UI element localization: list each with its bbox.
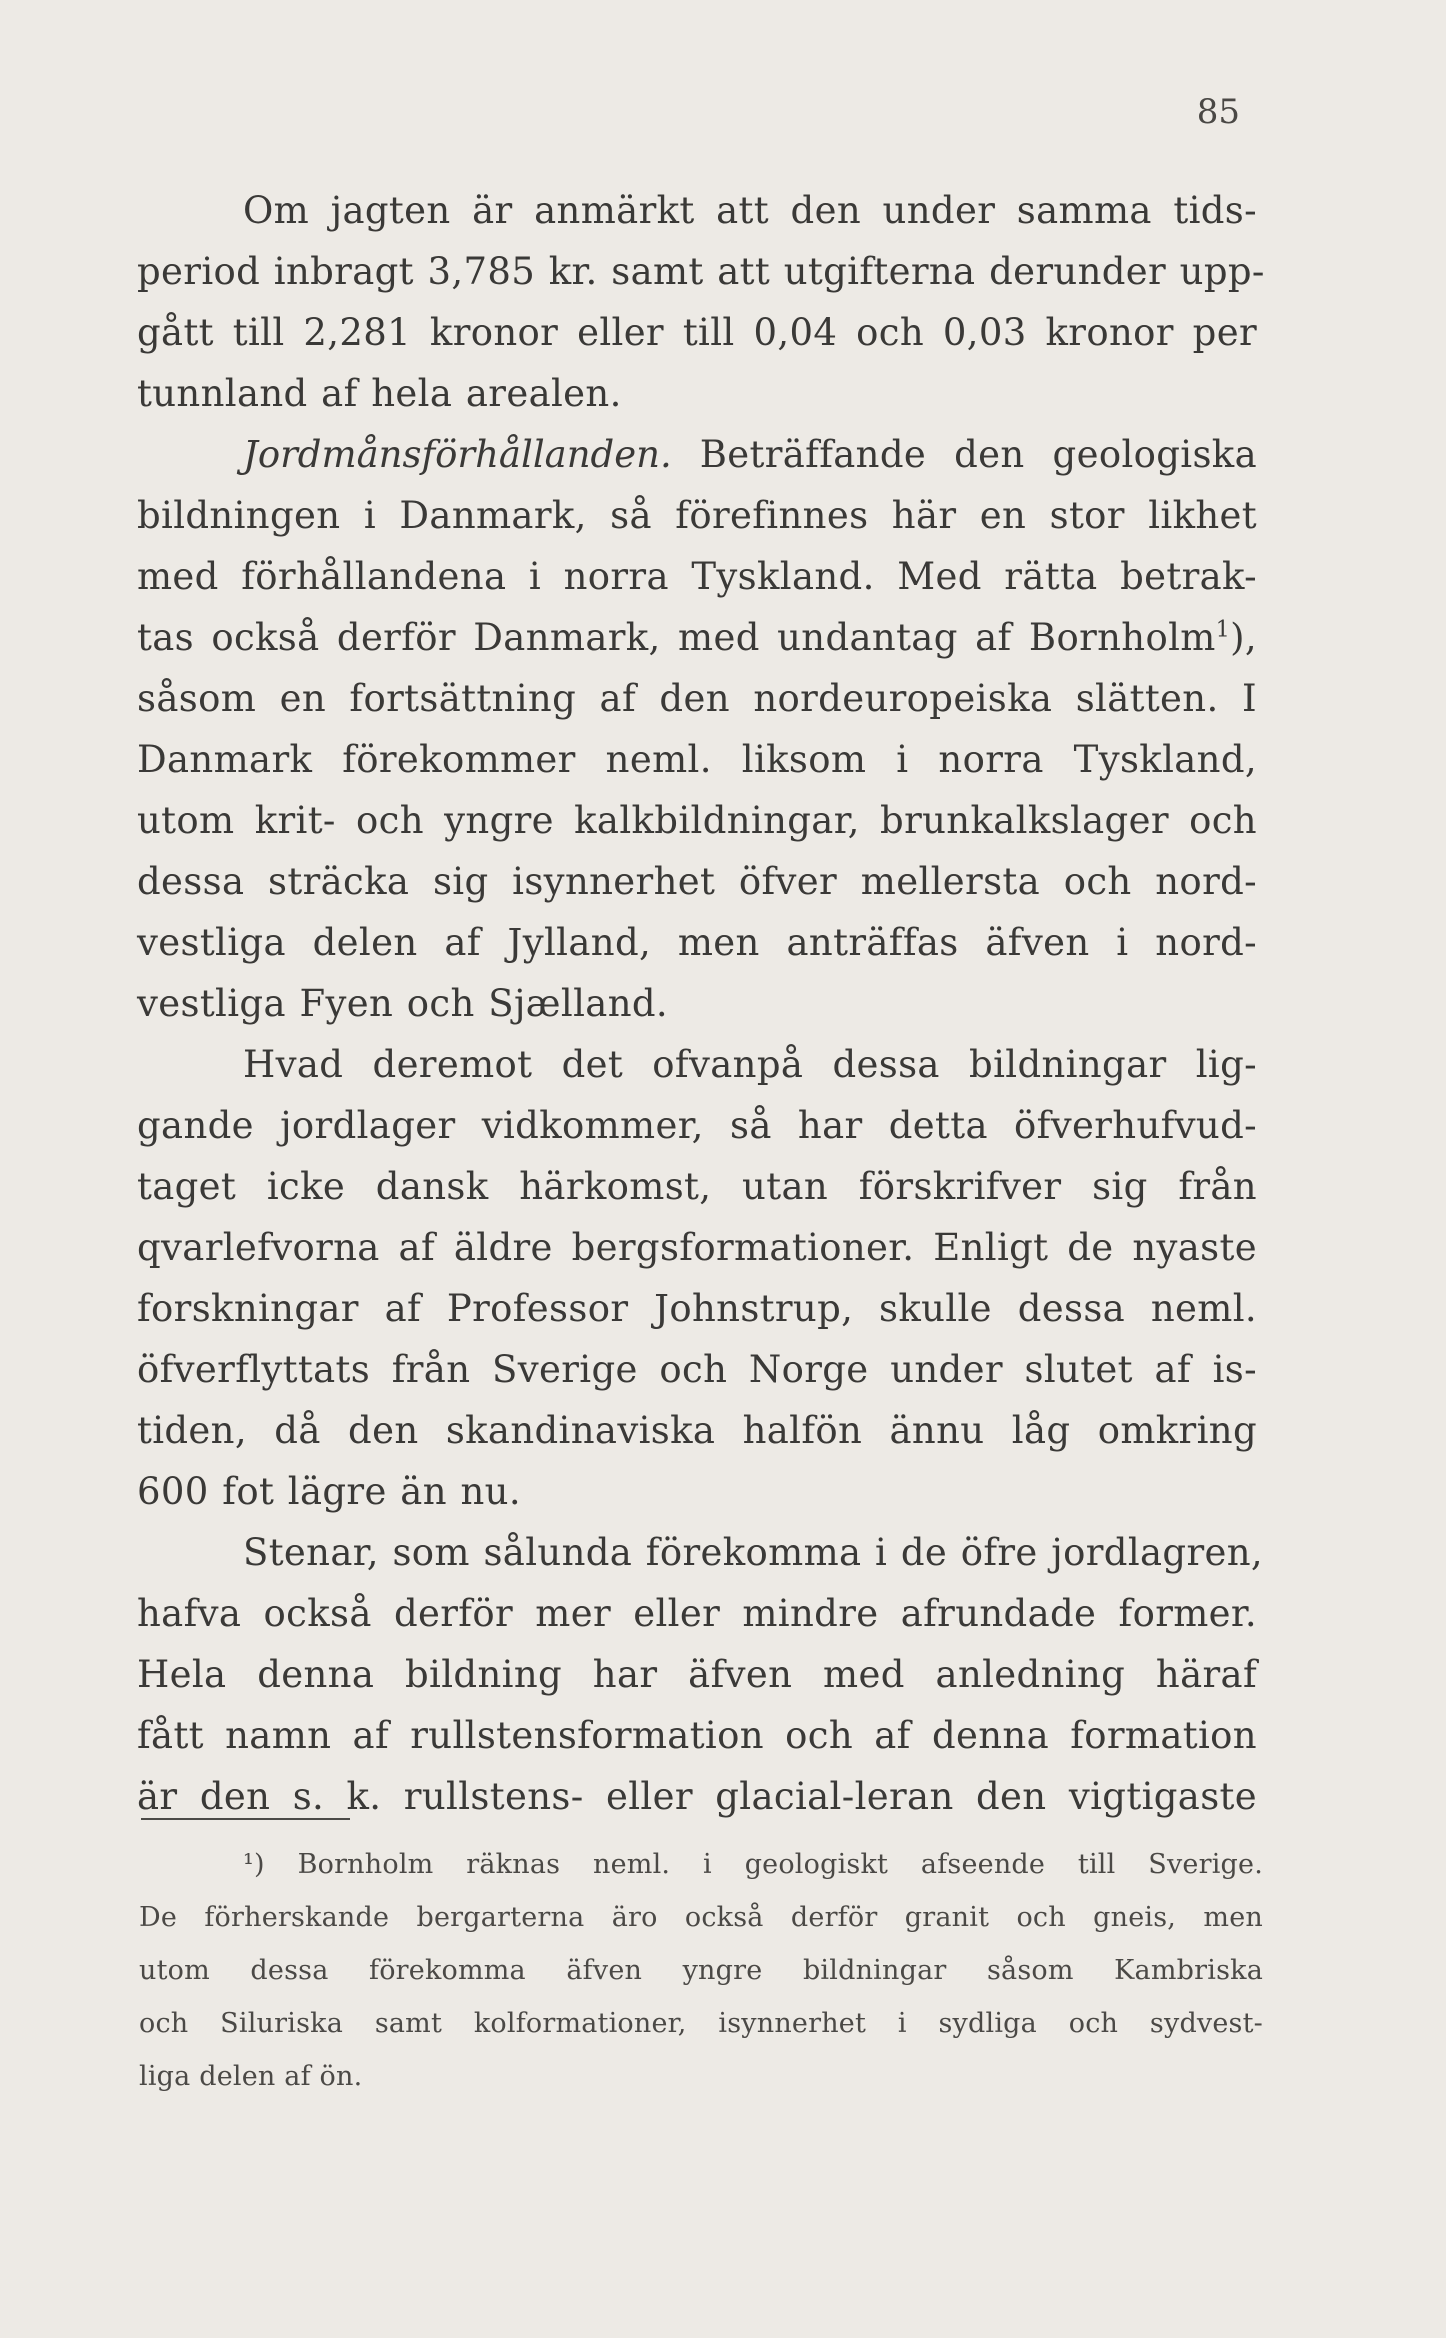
text-line: är den s. k. rullstens- eller glacial-leran den vigtigaste (137, 1775, 1257, 1818)
text-line: vestliga delen af Jylland, men anträffas äfven i nord- (137, 921, 1257, 964)
footnote-divider (141, 1818, 350, 1820)
text-line: period inbragt 3,785 kr. samt att utgifterna derunder upp- (137, 250, 1265, 293)
text-line: Hela denna bildning har äfven med anledning häraf (137, 1653, 1257, 1696)
section-heading-line (137, 424, 1257, 485)
footnote-line: De förherskande bergarterna äro också derför granit och gneis, men (139, 1902, 1263, 1933)
text-line: tiden, då den skandinaviska halfön ännu låg omkring (137, 1409, 1257, 1452)
text-line: med förhållandena i norra Tyskland. Med rätta betrak- (137, 555, 1257, 598)
text-fragment: ), (1230, 616, 1257, 659)
text-line: hafva också derför mer eller mindre afrundade former. (137, 1592, 1257, 1635)
text-line: Danmark förekommer neml. liksom i norra Tyskland, (137, 738, 1257, 781)
main-text (137, 180, 1265, 1827)
text-line: gande jordlager vidkommer, så har detta öfverhufvud- (137, 1104, 1257, 1147)
page-number: 85 (1196, 92, 1240, 132)
footnote-line: och Siluriska samt kolformationer, isynnerhet i sydliga och sydvest- (139, 2008, 1263, 2039)
footnote-line: utom dessa förekomma äfven yngre bildningar såsom Kambriska (139, 1955, 1263, 1986)
footnote-line: ¹) Bornholm räknas neml. i geologiskt afseende till Sverige. (243, 1849, 1263, 1880)
text-fragment: tas också derför Danmark, med undantag af Bornholm (137, 616, 1216, 659)
text-line: dessa sträcka sig isynnerhet öfver mellersta och nord- (137, 860, 1257, 903)
text-fragment: Beträffande den geologiska (671, 433, 1257, 476)
text-line: fått namn af rullstensformation och af denna formation (137, 1714, 1257, 1757)
text-line: qvarlefvorna af äldre bergsformationer. Enligt de nyaste (137, 1226, 1257, 1269)
section-heading: Jordmånsförhållanden. (243, 433, 672, 476)
text-line: gått till 2,281 kronor eller till 0,04 och 0,03 kronor per (137, 311, 1257, 354)
text-line: Stenar, som sålunda förekomma i de öfre jordlagren, (243, 1531, 1264, 1574)
text-line: tunnland af hela arealen. (137, 372, 622, 415)
text-line: utom krit- och yngre kalkbildningar, brunkalkslager och (137, 799, 1257, 842)
footnote-marker: 1 (1215, 617, 1231, 643)
text-line: forskningar af Professor Johnstrup, skulle dessa neml. (137, 1287, 1257, 1330)
text-line: såsom en fortsättning af den nordeuropeiska slätten. I (137, 677, 1257, 720)
text-line: taget icke dansk härkomst, utan förskrifver sig från (137, 1165, 1257, 1208)
text-line: öfverflyttats från Sverige och Norge under slutet af is- (137, 1348, 1257, 1391)
text-line: vestliga Fyen och Sjælland. (137, 982, 669, 1025)
footnote-line: liga delen af ön. (139, 2061, 363, 2092)
text-line: Om jagten är anmärkt att den under samma tids- (243, 189, 1257, 232)
text-line: Hvad deremot det ofvanpå dessa bildningar lig- (243, 1043, 1257, 1086)
text-line: 600 fot lägre än nu. (137, 1470, 521, 1513)
text-line: bildningen i Danmark, så förefinnes här en stor likhet (137, 494, 1257, 537)
footnote (139, 1838, 1263, 2103)
text-line-with-footnote-ref (137, 607, 1257, 668)
